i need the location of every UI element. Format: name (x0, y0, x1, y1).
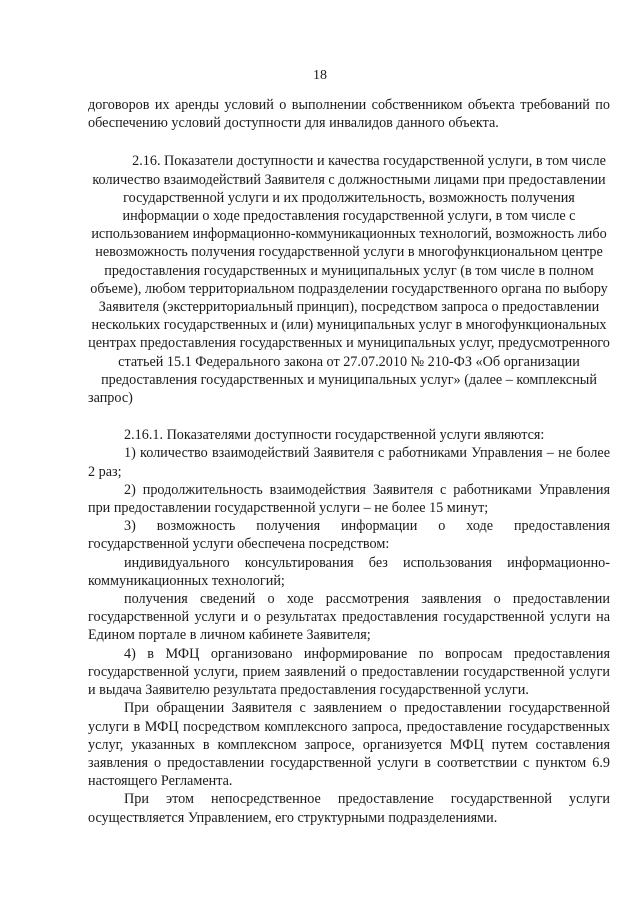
paragraph-complex-request: При обращении Заявителя с заявлением о предоставлении государственной услуги в МФЦ посредством комплексного запроса, предоставление государственных услуг, указанных в комплексном запросе, организуется МФЦ путем составления заявления о предоставлении государственной услуги в соответствии с пунктом 6.9 настоящего Регламента. (88, 700, 610, 790)
list-item-3-sub-2: получения сведений о ходе рассмотрения заявления о предоставлении государственной услуги и о результатах предоставления государственной услуги на Едином портале в личном кабинете Заявителя; (88, 591, 610, 644)
list-item-4: 4) в МФЦ организовано информирование по вопросам предоставления государственной услуги, прием заявлений о предоставлении государственной услуги и выдача Заявителю результата предоставления государственной услуги. (88, 645, 610, 699)
paragraph-direct-provision: При этом непосредственное предоставление государственной услуги осуществляется Управлением, его структурными подразделениями. (88, 791, 610, 826)
page-number: 18 (313, 68, 327, 83)
list-item-1: 1) количество взаимодействий Заявителя с работниками Управления – не более 2 раз; (88, 445, 610, 480)
list-item-3: 3) возможность получения информации о ходе предоставления государственной услуги обеспечена посредством: (88, 518, 610, 553)
list-item-2: 2) продолжительность взаимодействия Заявителя с работниками Управления при предоставлении государственной услуги – не более 15 минут; (88, 481, 610, 517)
section-2-16-1-heading: 2.16.1. Показателями доступности государственной услуги являются: (124, 427, 545, 444)
list-item-3-sub-1: индивидуального консультирования без использования информационно-коммуникационных технологий; (88, 554, 610, 589)
section-2-16-heading: 2.16. Показатели доступности и качества государственной услуги, в том числе количество взаимодействий Заявителя с должностными лицами при предоставлении государственной услуги и их продолжительность, возможность получения информации о ходе предоставления государственной услуги, в том числе с использованием информационно-коммуникационных технологий, возможность либо невозможность получения государственной услуги в многофункциональном центре предоставления государственных и муниципальных услуг (в том числе в полном объеме), любом территориальном подразделении государственного органа по выбору Заявителя (экстерриториальный принцип), посредством запроса о предоставлении нескольких государственных и (или) муниципальных услуг в многофункциональных центрах предоставления государственных и муниципальных услуг, предусмотренного статьей 15.1 Федерального закона от 27.07.2010 № 210-ФЗ «Об организации предоставления государственных и муниципальных услуг» (далее – комплексный запрос) (88, 153, 610, 407)
page-body (88, 96, 610, 827)
paragraph-continuation: договоров их аренды условий о выполнении собственником объекта требований по обеспечению условий доступности для инвалидов данного объекта. (88, 97, 610, 132)
